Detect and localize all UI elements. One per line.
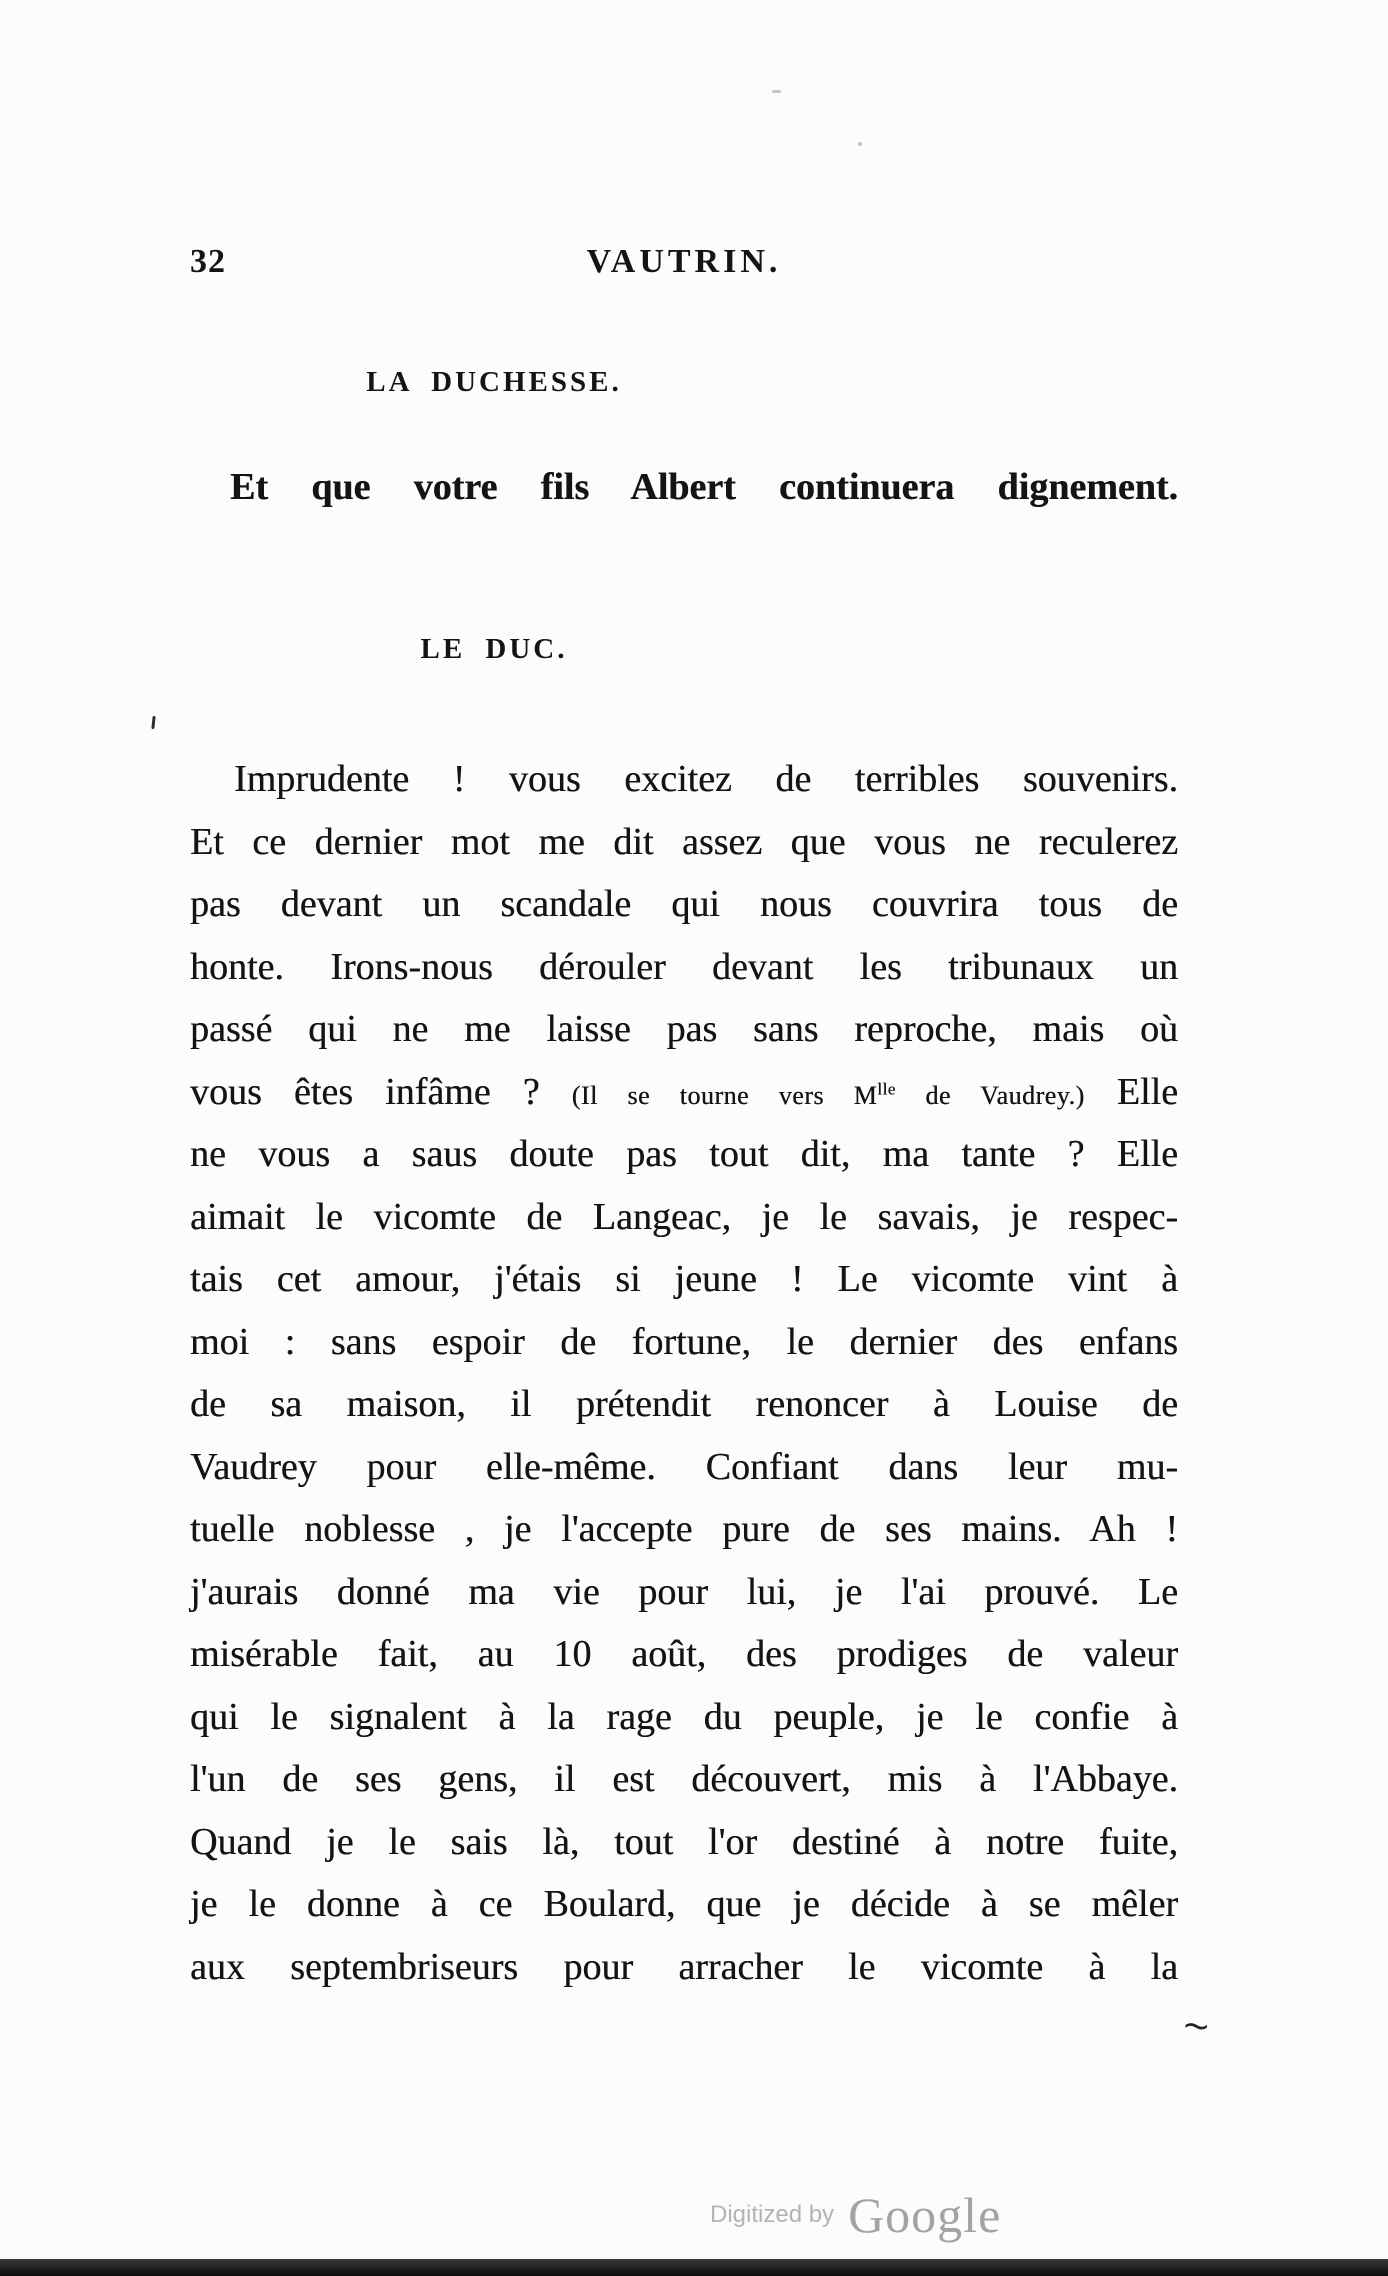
running-title: VAUTRIN. <box>586 243 782 280</box>
body-line: pas devant un scandale qui nous couvrira tous de <box>190 883 1178 925</box>
body-line: tais cet amour, j'étais si jeune ! Le vicomte vint à <box>190 1258 1178 1300</box>
stage-direction-text: de Vaudrey.) <box>895 1080 1085 1110</box>
digitization-watermark <box>710 2186 1001 2244</box>
body-line: aux septembriseurs pour arracher le vicomte à la <box>190 1945 1178 1988</box>
body-line: qui le signalent à la rage du peuple, je le confie à <box>190 1695 1178 1738</box>
stage-direction-text: (Il se tourne vers M <box>571 1080 878 1110</box>
body-line: ne vous a saus doute pas tout dit, ma tante ? Elle <box>190 1133 1178 1175</box>
watermark-prefix: Digitized by <box>710 2201 835 2228</box>
body-line: Quand je le sais là, tout l'or destiné à notre fuite, <box>190 1820 1178 1863</box>
catchword-mark: ~ <box>1179 2004 1214 2048</box>
body-line: misérable fait, au 10 août, des prodiges de valeur <box>190 1633 1178 1675</box>
body-line-text: vous êtes infâme ? <box>190 1070 572 1113</box>
scan-speck <box>858 142 862 146</box>
page-header <box>190 243 1178 287</box>
page-number: 32 <box>190 243 226 280</box>
speech-le-duc-paragraph <box>190 748 1178 1998</box>
speaker-heading-le-duc: LE DUC. <box>420 633 568 665</box>
google-logo: Google <box>848 2187 1002 2243</box>
body-line: tuelle noblesse , je l'accepte pure de ses mains. Ah ! <box>190 1508 1178 1550</box>
body-line: j'aurais donné ma vie pour lui, je l'ai prouvé. Le <box>190 1570 1178 1613</box>
body-line: aimait le vicomte de Langeac, je le savais, je respec- <box>190 1195 1178 1238</box>
body-line: Vaudrey pour elle-même. Confiant dans leur mu- <box>190 1445 1178 1488</box>
scan-speck <box>772 90 781 93</box>
body-line: honte. Irons-nous dérouler devant les tribunaux un <box>190 945 1178 988</box>
body-line-text: Elle <box>1084 1070 1179 1113</box>
speaker-heading-la-duchesse: LA DUCHESSE. <box>366 366 622 398</box>
stage-direction <box>571 1078 1085 1110</box>
stage-direction-superscript: lle <box>877 1078 896 1098</box>
scan-ink-speck <box>151 716 155 729</box>
body-line-with-stage-direction <box>190 1061 1178 1124</box>
body-line: passé qui ne me laisse pas sans reproche, mais où <box>190 1008 1178 1050</box>
speech-la-duchesse-line: Et que votre fils Albert continuera dignement. <box>230 466 1178 508</box>
body-line: moi : sans espoir de fortune, le dernier des enfans <box>190 1320 1178 1363</box>
scan-bottom-edge <box>0 2259 1388 2276</box>
body-line: l'un de ses gens, il est découvert, mis à l'Abbaye. <box>190 1758 1178 1800</box>
body-line: Imprudente ! vous excitez de terribles souvenirs. <box>234 758 1178 800</box>
body-line: je le donne à ce Boulard, que je décide à se mêler <box>190 1883 1178 1925</box>
body-line: de sa maison, il prétendit renoncer à Louise de <box>190 1383 1178 1425</box>
body-line: Et ce dernier mot me dit assez que vous ne reculerez <box>190 820 1178 863</box>
